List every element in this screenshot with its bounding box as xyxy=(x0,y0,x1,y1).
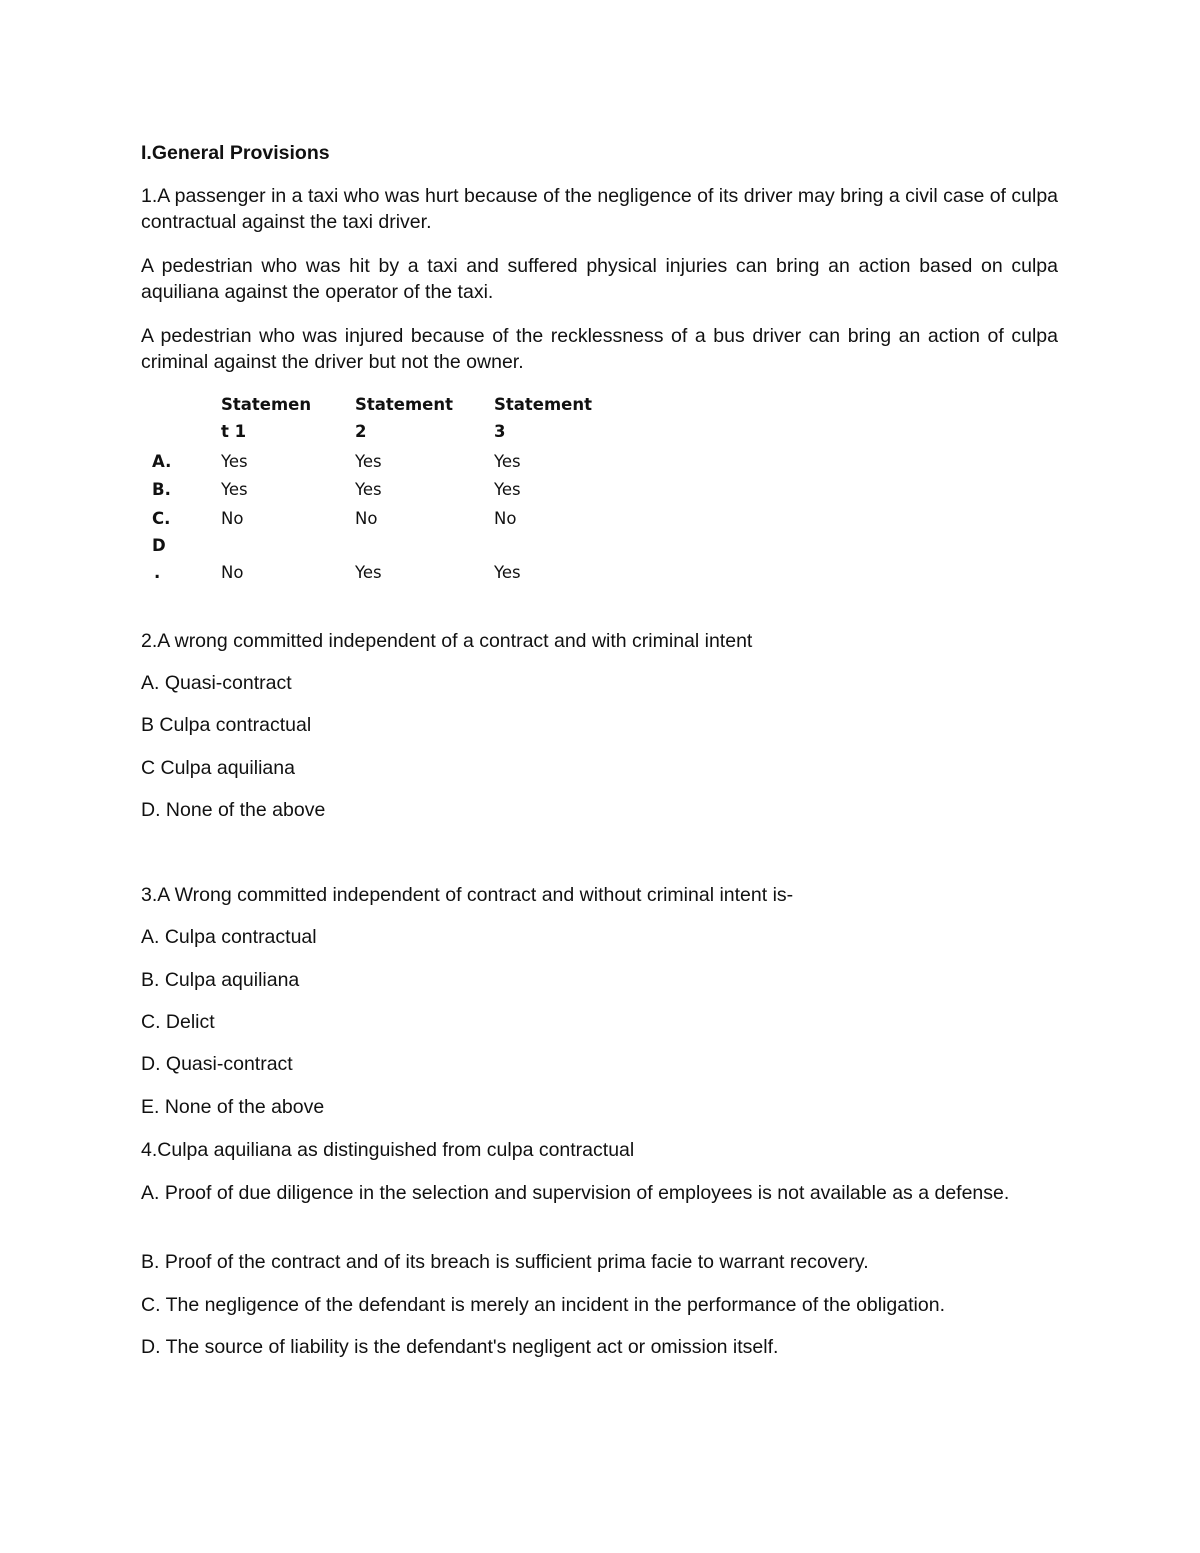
q2-option-a: A. Quasi-contract xyxy=(141,672,292,694)
q2-option-c: C Culpa aquiliana xyxy=(141,757,295,779)
section-heading: I.General Provisions xyxy=(141,142,330,164)
q3-option-e: E. None of the above xyxy=(141,1096,325,1118)
q1-statement-1: 1.A passenger in a taxi who was hurt because of the negligence of its driver may bring a civil case of culpa contractual against the taxi driver. xyxy=(141,185,1059,233)
table-cell: Yes xyxy=(221,480,248,499)
q2-option-d: D. None of the above xyxy=(141,799,326,821)
table-cell: Yes xyxy=(221,452,248,471)
q3-option-b: B. Culpa aquiliana xyxy=(141,969,300,991)
table-cell: No xyxy=(221,509,244,528)
table-cell: No xyxy=(494,509,517,528)
q3-question: 3.A Wrong committed independent of contract and without criminal intent is- xyxy=(141,884,794,906)
table-header-1-line-1: Statemen xyxy=(221,395,312,414)
table-header-1-line-2: t 1 xyxy=(221,422,247,441)
table-row-label-c: C. xyxy=(152,509,171,528)
q4-option-a: A. Proof of due diligence in the selection and supervision of employees is not available as a defense. xyxy=(141,1182,1010,1204)
q4-question: 4.Culpa aquiliana as distinguished from culpa contractual xyxy=(141,1139,635,1161)
table-row-label-b: B. xyxy=(152,480,171,499)
q1-statement-3: A pedestrian who was injured because of the recklessness of a bus driver can bring an action of culpa criminal against the driver but not the owner. xyxy=(141,325,1058,373)
table-header-2-line-1: Statement xyxy=(355,395,454,414)
q4-option-b: B. Proof of the contract and of its breach is sufficient prima facie to warrant recovery. xyxy=(141,1251,869,1273)
q4-option-c: C. The negligence of the defendant is merely an incident in the performance of the obligation. xyxy=(141,1294,945,1316)
table-row-label-d: D xyxy=(152,536,166,555)
table-cell: Yes xyxy=(494,480,521,499)
q2-question: 2.A wrong committed independent of a contract and with criminal intent xyxy=(141,630,753,652)
table-cell: Yes xyxy=(355,480,382,499)
table-cell: Yes xyxy=(355,452,382,471)
table-row-label-a: A. xyxy=(152,452,172,471)
table-header-2-line-2: 2 xyxy=(355,422,367,441)
table-cell: Yes xyxy=(355,563,382,582)
table-cell: No xyxy=(355,509,378,528)
table-cell: Yes xyxy=(494,452,521,471)
q1-statement-2: A pedestrian who was hit by a taxi and suffered physical injuries can bring an action based on culpa aquiliana against the operator of the taxi. xyxy=(141,255,1058,303)
table-header-3-line-1: Statement xyxy=(494,395,593,414)
table-cell: Yes xyxy=(494,563,521,582)
q3-option-a: A. Culpa contractual xyxy=(141,926,317,948)
q4-option-d: D. The source of liability is the defendant's negligent act or omission itself. xyxy=(141,1336,779,1358)
q3-option-c: C. Delict xyxy=(141,1011,215,1033)
table-row-label-d-period: . xyxy=(154,563,161,582)
table-cell: No xyxy=(221,563,244,582)
table-header-3-line-2: 3 xyxy=(494,422,506,441)
q3-option-d: D. Quasi-contract xyxy=(141,1053,293,1075)
q2-option-b: B Culpa contractual xyxy=(141,714,312,736)
q1-answer-table xyxy=(141,392,661,592)
